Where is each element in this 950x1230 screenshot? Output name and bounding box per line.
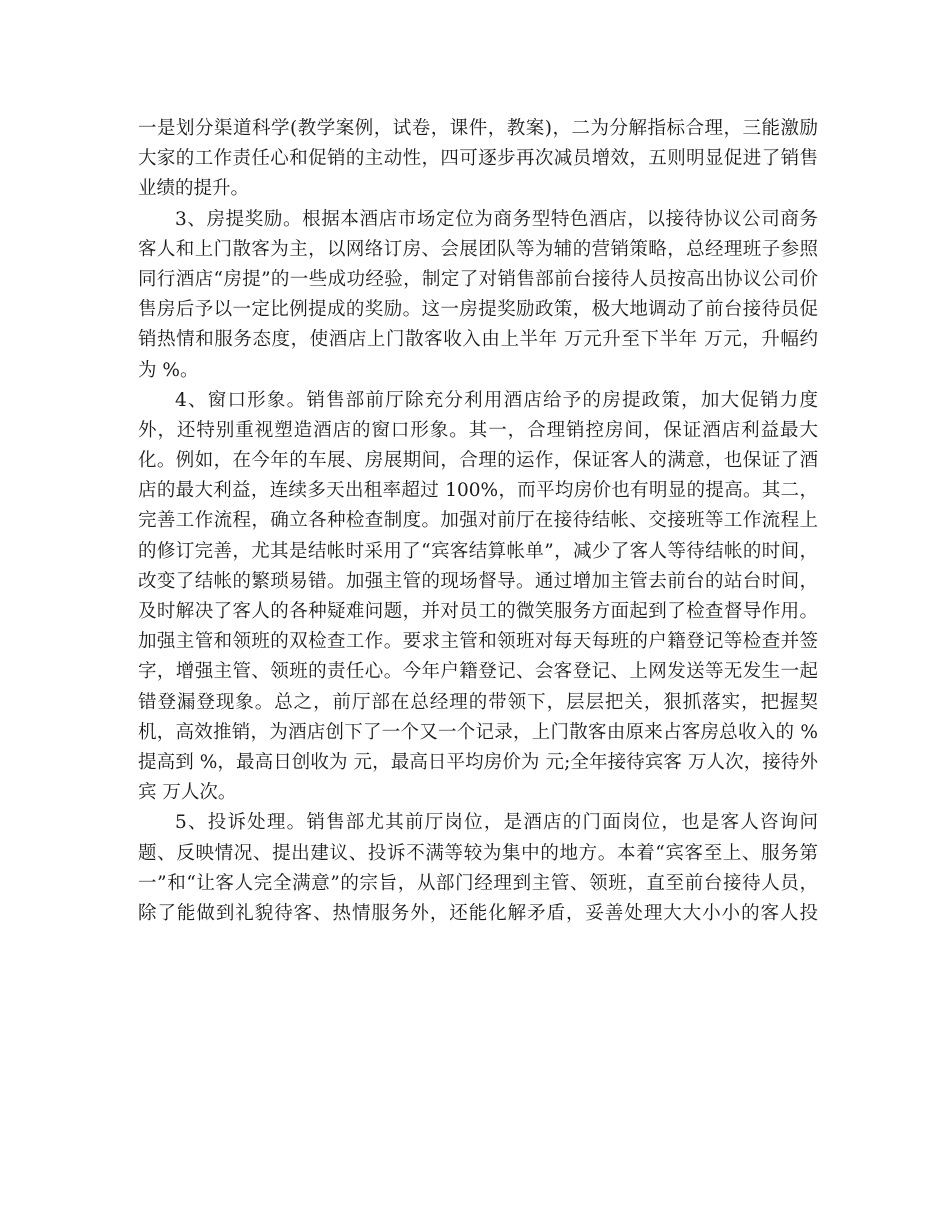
paragraph-first-line: 5、投诉处理。销售部尤其前厅岗位，是酒店的门面岗位，也是客人咨询问 [175, 812, 818, 834]
text-line: 完善工作流程，确立各种检查制度。加强对前厅在接待结帐、交接班等工作流程上 [138, 510, 818, 532]
text-line: 宾 万人次。 [138, 782, 237, 804]
text-line: 改变了结帐的繁琐易错。加强主管的现场督导。通过增加主管去前台的站台时间， [138, 570, 818, 592]
text-line: 售房后予以一定比例提成的奖励。这一房提奖励政策，极大地调动了前台接待员促 [138, 299, 818, 321]
paragraph-first-line: 3、房提奖励。根据本酒店市场定位为商务型特色酒店，以接待协议公司商务 [175, 208, 818, 230]
text-line: 题、反映情况、提出建议、投诉不满等较为集中的地方。本着“宾客至上、服务第 [138, 842, 818, 864]
text-line: 业绩的提升。 [138, 178, 250, 200]
paragraph-first-line: 4、窗口形象。销售部前厅除充分利用酒店给予的房提政策，加大促销力度 [175, 389, 818, 411]
text-line: 字，增强主管、领班的责任心。今年户籍登记、会客登记、上网发送等无发生一起 [138, 661, 818, 683]
text-line: 为 %。 [138, 359, 199, 381]
text-line: 机，高效推销，为酒店创下了一个又一个记录，上门散客由原来占客房总收入的 % [138, 721, 818, 743]
text-line: 一是划分渠道科学(教学案例，试卷，课件，教案)，二为分解指标合理，三能激励 [138, 118, 818, 139]
text-line: 错登漏登现象。总之，前厅部在总经理的带领下，层层把关，狠抓落实，把握契 [138, 691, 818, 713]
text-line: 客人和上门散客为主，以网络订房、会展团队等为辅的营销策略，总经理班子参照 [138, 238, 818, 260]
text-line: 店的最大利益，连续多天出租率超过 100%，而平均房价也有明显的提高。其二， [138, 480, 818, 502]
text-line: 销热情和服务态度，使酒店上门散客收入由上半年 万元升至下半年 万元，升幅约 [138, 329, 818, 351]
text-line: 除了能做到礼貌待客、热情服务外，还能化解矛盾，妥善处理大大小小的客人投 [138, 902, 818, 924]
document-body [138, 114, 818, 929]
text-line: 一”和“让客人完全满意”的宗旨，从部门经理到主管、领班，直至前台接待人员， [138, 872, 818, 894]
text-line: 大家的工作责任心和促销的主动性，四可逐步再次减员增效，五则明显促进了销售 [138, 148, 818, 170]
text-line: 化。例如，在今年的车展、房展期间，合理的运作，保证客人的满意，也保证了酒 [138, 450, 818, 472]
text-line: 加强主管和领班的双检查工作。要求主管和领班对每天每班的户籍登记等检查并签 [138, 631, 818, 653]
text-line: 外，还特别重视塑造酒店的窗口形象。其一，合理销控房间，保证酒店利益最大 [138, 419, 818, 441]
text-line: 同行酒店“房提”的一些成功经验，制定了对销售部前台接待人员按高出协议公司价 [138, 268, 818, 290]
text-line: 及时解决了客人的各种疑难问题，并对员工的微笑服务方面起到了检查督导作用。 [138, 601, 818, 622]
text-line: 提高到 %，最高日创收为 元，最高日平均房价为 元;全年接待宾客 万人次，接待外 [138, 751, 818, 773]
text-line: 的修订完善，尤其是结帐时采用了“宾客结算帐单”，减少了客人等待结帐的时间， [138, 540, 818, 562]
